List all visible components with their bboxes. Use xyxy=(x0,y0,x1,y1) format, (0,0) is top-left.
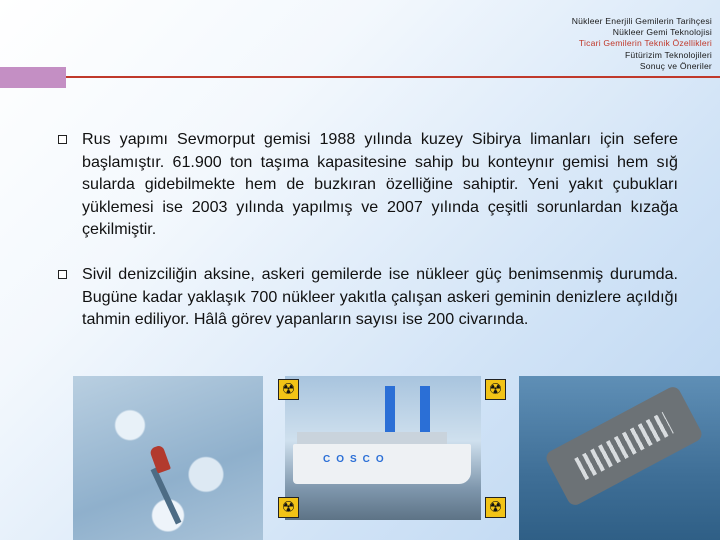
aircraft-carrier-photo xyxy=(519,376,720,540)
nav-item-conclusion[interactable]: Sonuç ve Öneriler xyxy=(639,60,712,71)
square-bullet-icon xyxy=(58,270,67,279)
square-bullet-icon xyxy=(58,135,67,144)
radiation-warning-icon: ☢ xyxy=(278,497,299,518)
container-ship-photo xyxy=(285,376,481,520)
icebreaker-photo xyxy=(73,376,263,540)
section-navigation xyxy=(572,16,712,72)
radiation-warning-icon: ☢ xyxy=(485,379,506,400)
bullet-text: Rus yapımı Sevmorput gemisi 1988 yılında kuzey Sibirya limanları için sefere başlamıştır. 61.900 ton taşıma kapasitesine sahip bu konteynır gemisi hem sığ sularda gidebilmekte hem de buzkıran özelliğine sahiptir. Yeni yakıt çubukları yüklemesi ise 2003 yılında yapılmış ve 2007 yılında çeşitli sorunlardan kızağa çekilmiştir. xyxy=(82,130,678,239)
ship-wake xyxy=(151,468,182,525)
bullet-text: Sivil denizciliğin aksine, askeri gemilerde ise nükleer güç benimsenmiş durumda. Bugüne kadar yaklaşık 700 nükleer yakıtla çalışan askeri geminin denizlere açıldığı tahmin ediliyor. Hâlâ görev yapanların sayısı ise 200 civarında. xyxy=(82,264,678,329)
radiation-warning-icon: ☢ xyxy=(485,497,506,518)
nav-item-history[interactable]: Nükleer Enerjili Gemilerin Tarihçesi xyxy=(571,16,712,26)
divider-line xyxy=(66,76,720,78)
accent-block xyxy=(0,67,66,88)
bullet-item xyxy=(58,263,678,331)
nav-item-technology[interactable]: Nükleer Gemi Teknolojisi xyxy=(612,27,712,38)
ship-logo: COSCO xyxy=(323,454,390,465)
bullet-item xyxy=(58,128,678,241)
title-bar xyxy=(0,67,720,88)
bullet-list xyxy=(58,128,678,353)
nav-item-commercial-ships[interactable]: Ticari Gemilerin Teknik Özellikleri xyxy=(578,38,712,49)
nav-item-futurism[interactable]: Fütürizim Teknolojileri xyxy=(624,49,712,60)
radiation-warning-icon: ☢ xyxy=(278,379,299,400)
